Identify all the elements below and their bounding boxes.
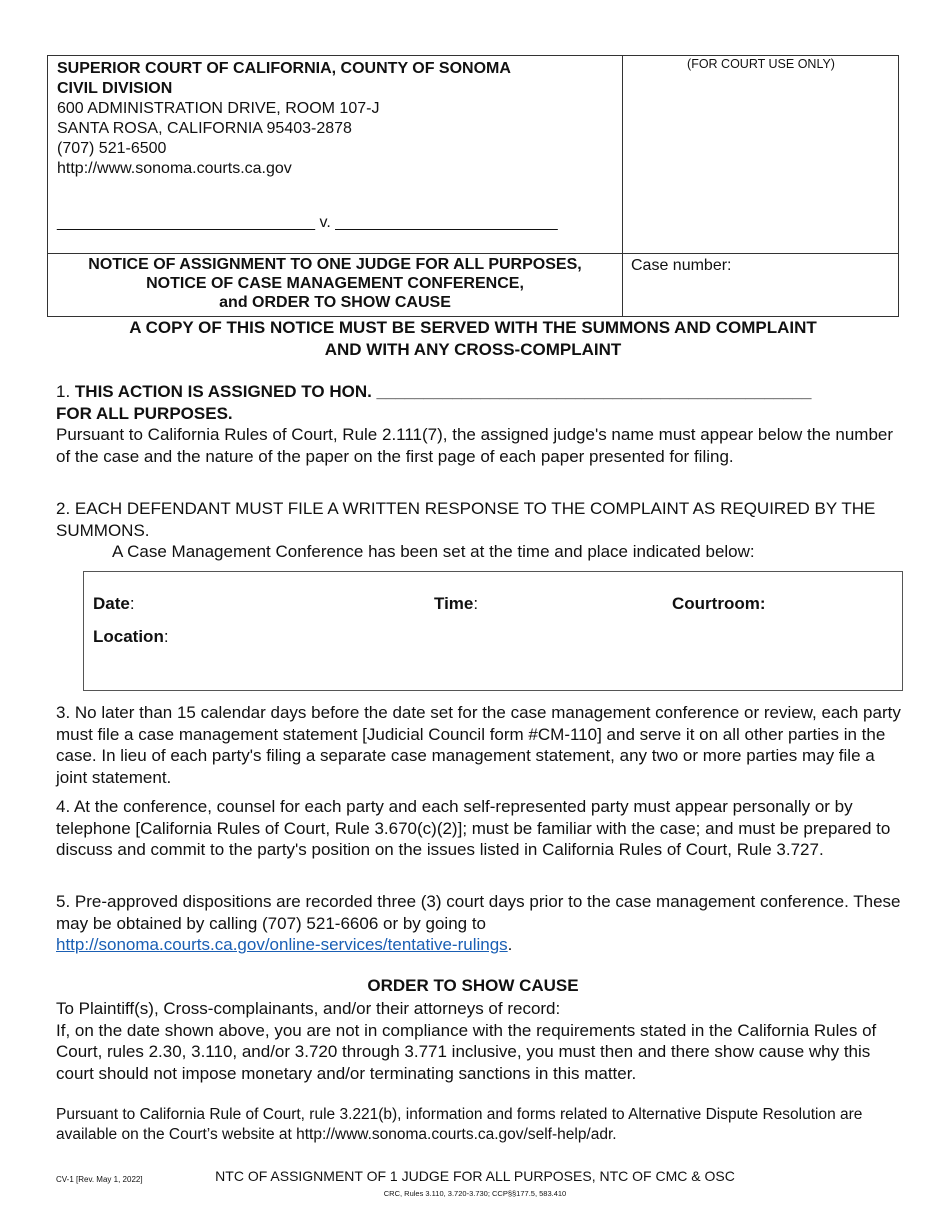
court-address-line2: SANTA ROSA, CALIFORNIA 95403-2878: [57, 120, 352, 137]
served-notice-line2: AND WITH ANY CROSS-COMPLAINT: [324, 340, 622, 359]
notice-title: [48, 255, 622, 312]
cmc-details-box: [83, 571, 903, 691]
court-phone: (707) 521-6500: [57, 140, 167, 157]
item-1-assigned-label: THIS ACTION IS ASSIGNED TO HON. ______________________________________________: [74, 382, 812, 401]
notice-title-line1: NOTICE OF ASSIGNMENT TO ONE JUDGE FOR ALL PURPOSES,: [88, 256, 582, 273]
parties-line: _____________________________ v. _________________________: [57, 214, 558, 231]
footer-title: NTC OF ASSIGNMENT OF 1 JUDGE FOR ALL PURPOSES, NTC OF CMC & OSC: [215, 1168, 735, 1184]
caption-divider-horizontal: [48, 253, 899, 254]
item-2-text: 2. EACH DEFENDANT MUST FILE A WRITTEN RESPONSE TO THE COMPLAINT AS REQUIRED BY THE SUMMONS.: [56, 499, 876, 540]
case-number-label: Case number:: [631, 257, 732, 274]
caption-table: [47, 55, 899, 317]
adr-info: Pursuant to California Rule of Court, rule 3.221(b), information and forms related to Alternative Dispute Resolution are available on the Court’s website at http://www.sonoma.courts.ca.gov/self-help/adr.: [56, 1106, 863, 1143]
notice-title-line3: and ORDER TO SHOW CAUSE: [219, 294, 451, 311]
cmc-time-field: Time:: [434, 594, 479, 613]
footer-form-id: CV-1 [Rev. May 1, 2022]: [56, 1175, 143, 1184]
cmc-courtroom-field: Courtroom:: [672, 594, 766, 613]
item-4: 4. At the conference, counsel for each party and each self-represented party must appear personally or by telephone [California Rules of Court, Rule 3.670(c)(2)]; must be familiar with the case; and must be prepared to discuss and commit to the party's position on the issues listed in California Rules of Court, Rule 3.727.: [56, 797, 891, 859]
osc-body: [56, 998, 901, 1084]
item-1-text: Pursuant to California Rules of Court, Rule 2.111(7), the assigned judge's name must appear below the number of the case and the nature of the paper on the first page of each paper presented for filing.: [56, 425, 894, 466]
served-notice-line1: A COPY OF THIS NOTICE MUST BE SERVED WITH THE SUMMONS AND COMPLAINT: [129, 318, 817, 337]
item-3: 3. No later than 15 calendar days before the date set for the case management conference or review, each party must file a case management statement [Judicial Council form #CM-110] and serve it on all other parties in the case. In lieu of each party's filing a separate case management statement, any two or more parties may file a joint statement.: [56, 703, 901, 787]
item-5: 5. Pre-approved dispositions are recorded three (3) court days prior to the case management conference. These may be obtained by calling (707) 521-6606 or by going to http://sonoma.courts.ca.gov/online-services/tentative-rulings.: [56, 892, 901, 954]
item-5-text: 5. Pre-approved dispositions are recorded three (3) court days prior to the case management conference. These may be obtained by calling (707) 521-6606 or by going to: [56, 892, 901, 933]
court-name: SUPERIOR COURT OF CALIFORNIA, COUNTY OF SONOMA: [57, 60, 511, 77]
osc-title: ORDER TO SHOW CAUSE: [367, 976, 579, 995]
served-notice: [47, 317, 899, 361]
footer-rules: CRC, Rules 3.110, 3.720-3.730; CCP§§177.5, 583.410: [383, 1189, 567, 1198]
osc-addressee: To Plaintiff(s), Cross-complainants, and/or their attorneys of record:: [56, 999, 561, 1018]
cmc-date-field: Date:: [93, 594, 135, 613]
item-1-purposes: FOR ALL PURPOSES.: [56, 403, 233, 423]
caption-divider-vertical: [622, 56, 623, 317]
court-info: [57, 59, 511, 179]
court-website: http://www.sonoma.courts.ca.gov: [57, 160, 292, 177]
tentative-rulings-link[interactable]: http://sonoma.courts.ca.gov/online-services/tentative-rulings: [56, 935, 508, 954]
court-division: CIVIL DIVISION: [57, 80, 173, 97]
item-1: [56, 381, 901, 467]
court-address-line1: 600 ADMINISTRATION DRIVE, ROOM 107-J: [57, 100, 380, 117]
cmc-intro: A Case Management Conference has been set at the time and place indicated below:: [112, 542, 755, 561]
notice-title-line2: NOTICE OF CASE MANAGEMENT CONFERENCE,: [146, 275, 524, 292]
item-1-number: 1.: [56, 382, 71, 401]
osc-text: If, on the date shown above, you are not in compliance with the requirements stated in the California Rules of Court, rules 2.30, 3.110, and/or 3.720 through 3.771 inclusive, you must then and there show cause why this court should not impose monetary and/or terminating sanctions in this matter.: [56, 1020, 877, 1083]
court-use-only-label: (FOR COURT USE ONLY): [687, 57, 835, 71]
item-2: [56, 498, 901, 563]
cmc-location-field: Location:: [93, 627, 169, 646]
